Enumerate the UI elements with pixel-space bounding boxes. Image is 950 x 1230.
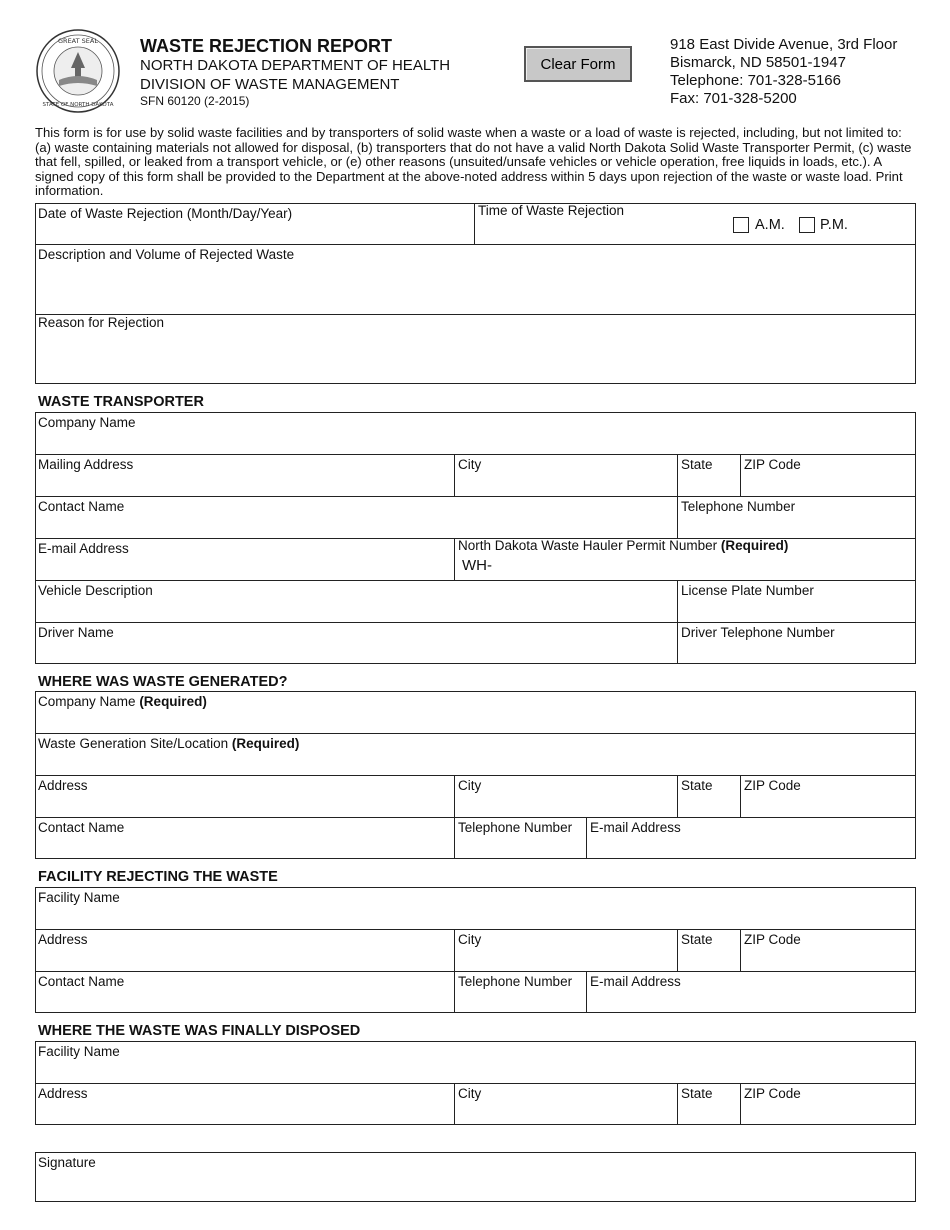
license-plate-field[interactable] <box>678 580 916 622</box>
address-line: Fax: 701-328-5200 <box>670 90 797 107</box>
generator-state-field[interactable] <box>678 775 740 817</box>
transporter-state-field[interactable] <box>678 454 740 496</box>
form-title: WASTE REJECTION REPORT <box>140 36 393 56</box>
field-label: State <box>681 1086 713 1101</box>
field-label: Vehicle Description <box>38 583 153 598</box>
permit-prefix: WH- <box>462 557 492 574</box>
transporter-city-field[interactable] <box>455 454 677 496</box>
field-label: E-mail Address <box>590 974 681 989</box>
field-label: Description and Volume of Rejected Waste <box>38 247 295 262</box>
field-label: Signature <box>38 1155 96 1170</box>
field-label: Reason for Rejection <box>38 315 165 330</box>
field-label: North Dakota Waste Hauler Permit Number <box>458 538 718 553</box>
field-label: Driver Name <box>38 625 114 640</box>
signature-field[interactable] <box>35 1152 916 1202</box>
transporter-phone-field[interactable] <box>678 496 916 538</box>
field-label: City <box>458 1086 482 1101</box>
disposal-city-field[interactable] <box>455 1083 677 1125</box>
vehicle-description-field[interactable] <box>35 580 677 622</box>
facility-state-field[interactable] <box>678 929 740 971</box>
transporter-contact-field[interactable] <box>35 496 677 538</box>
field-label: Telephone Number <box>681 499 796 514</box>
required-marker: (Required) <box>720 538 789 553</box>
transporter-zip-field[interactable] <box>741 454 916 496</box>
field-label: Company Name <box>38 415 136 430</box>
disposal-zip-field[interactable] <box>741 1083 916 1125</box>
field-label: E-mail Address <box>38 541 129 556</box>
generator-phone-field[interactable] <box>455 817 586 859</box>
field-label: Driver Telephone Number <box>681 625 835 640</box>
facility-contact-field[interactable] <box>35 971 454 1013</box>
waste-description-field[interactable] <box>35 244 916 314</box>
department-address <box>670 36 897 108</box>
address-line: Telephone: 701-328-5166 <box>670 72 841 89</box>
instructions-paragraph: This form is for use by solid waste facilities and by transporters of solid waste when a waste or a load of waste is rejected, including, but not limited to: (a) waste containing materials not allowed for disposal, (b) transporters that do not have a valid North Dakota Solid Waste Transporter Permit, (c) waste that fell, spilled, or leaked from a transport vehicle, or (e) other reasons (unsuited/unsafe vehicles or vehicle operation, free liquids in loads, etc.). A signed copy of this form shall be provided to the Department at the above-noted address within 5 days upon rejection of the waste or waste load. Print information. <box>35 125 912 199</box>
driver-phone-field[interactable] <box>678 622 916 664</box>
rejection-time-field[interactable] <box>475 200 725 230</box>
field-label: Address <box>38 932 88 947</box>
pm-checkbox[interactable] <box>799 217 815 233</box>
field-label: Company Name <box>38 694 136 709</box>
disposal-state-field[interactable] <box>678 1083 740 1125</box>
field-label: Telephone Number <box>458 820 573 835</box>
field-label: City <box>458 778 482 793</box>
field-label: Address <box>38 1086 88 1101</box>
generator-address-field[interactable] <box>35 775 454 817</box>
field-label: Address <box>38 778 88 793</box>
svg-text:STATE OF NORTH DAKOTA: STATE OF NORTH DAKOTA <box>42 102 114 108</box>
field-label: Facility Name <box>38 1044 120 1059</box>
facility-name-field[interactable] <box>35 887 916 929</box>
form-number: SFN 60120 (2-2015) <box>140 94 250 108</box>
driver-name-field[interactable] <box>35 622 677 664</box>
field-label: Facility Name <box>38 890 120 905</box>
facility-zip-field[interactable] <box>741 929 916 971</box>
facility-city-field[interactable] <box>455 929 677 971</box>
pm-label: P.M. <box>820 217 848 233</box>
generator-contact-field[interactable] <box>35 817 454 859</box>
transporter-mailing-address-field[interactable] <box>35 454 454 496</box>
generator-company-field[interactable] <box>35 691 916 733</box>
generator-city-field[interactable] <box>455 775 677 817</box>
field-label: Contact Name <box>38 974 125 989</box>
field-label: Waste Generation Site/Location <box>38 736 229 751</box>
clear-form-button[interactable]: Clear Form <box>524 46 632 82</box>
field-label: License Plate Number <box>681 583 814 598</box>
required-marker: (Required) <box>231 736 300 751</box>
transporter-company-field[interactable] <box>35 412 916 454</box>
division-name: DIVISION OF WASTE MANAGEMENT <box>140 76 400 93</box>
field-label: State <box>681 778 713 793</box>
transporter-email-field[interactable] <box>35 538 454 580</box>
field-label: E-mail Address <box>590 820 681 835</box>
required-marker: (Required) <box>139 694 207 709</box>
state-seal-logo <box>35 28 121 114</box>
field-label: Time of Waste Rejection <box>478 203 625 218</box>
waste-transporter-heading: WASTE TRANSPORTER <box>38 394 204 410</box>
facility-email-field[interactable] <box>587 971 916 1013</box>
field-label: Mailing Address <box>38 457 134 472</box>
hauler-permit-field[interactable] <box>455 535 916 580</box>
address-line: Bismarck, ND 58501-1947 <box>670 54 846 71</box>
facility-phone-field[interactable] <box>455 971 586 1013</box>
department-name: NORTH DAKOTA DEPARTMENT OF HEALTH <box>140 57 451 74</box>
field-label: Date of Waste Rejection (Month/Day/Year) <box>38 206 293 221</box>
field-label: Contact Name <box>38 820 125 835</box>
field-label: ZIP Code <box>744 1086 801 1101</box>
facility-address-field[interactable] <box>35 929 454 971</box>
generation-site-field[interactable] <box>35 733 916 775</box>
field-label: City <box>458 457 482 472</box>
address-line: 918 East Divide Avenue, 3rd Floor <box>670 36 898 53</box>
generator-zip-field[interactable] <box>741 775 916 817</box>
svg-text:GREAT SEAL: GREAT SEAL <box>58 37 98 45</box>
am-checkbox[interactable] <box>733 217 749 233</box>
generator-email-field[interactable] <box>587 817 916 859</box>
field-label: State <box>681 932 713 947</box>
rejection-date-field[interactable] <box>35 203 474 244</box>
field-label: City <box>458 932 482 947</box>
disposal-address-field[interactable] <box>35 1083 454 1125</box>
field-label: Telephone Number <box>458 974 573 989</box>
field-label: ZIP Code <box>744 778 801 793</box>
rejection-reason-field[interactable] <box>35 312 916 382</box>
disposal-facility-name-field[interactable] <box>35 1041 916 1083</box>
final-disposal-heading: WHERE THE WASTE WAS FINALLY DISPOSED <box>38 1023 361 1039</box>
rejecting-facility-heading: FACILITY REJECTING THE WASTE <box>38 869 278 885</box>
waste-generated-heading: WHERE WAS WASTE GENERATED? <box>38 674 288 690</box>
am-label: A.M. <box>755 217 785 233</box>
field-label: Contact Name <box>38 499 125 514</box>
field-label: ZIP Code <box>744 457 801 472</box>
field-label: State <box>681 457 713 472</box>
field-label: ZIP Code <box>744 932 801 947</box>
